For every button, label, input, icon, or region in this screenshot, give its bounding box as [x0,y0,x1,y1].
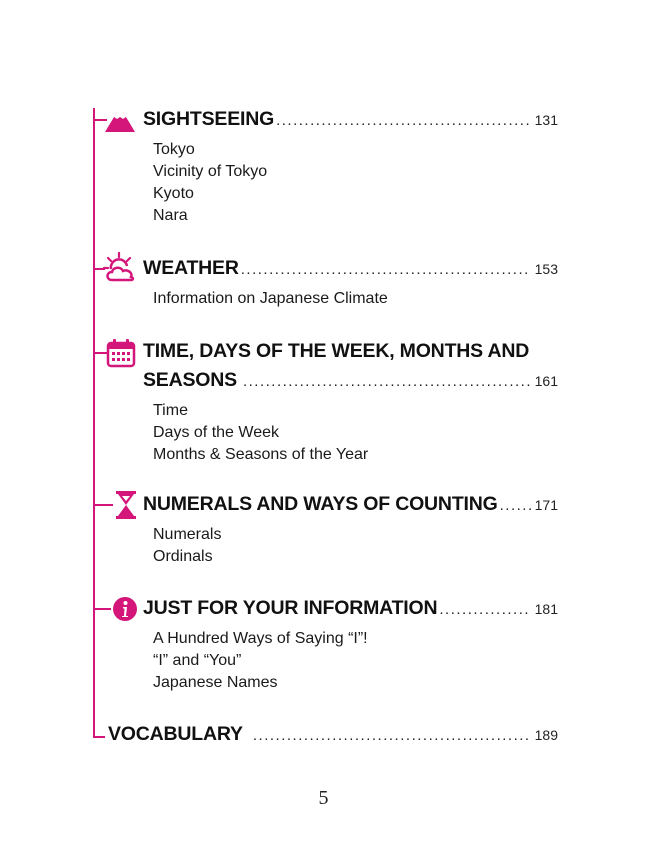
subentry: Vicinity of Tokyo [153,163,268,180]
page-number: 161 [534,373,558,389]
calendar-icon [104,338,138,368]
hourglass-icon [110,490,144,520]
page-number: 131 [534,112,558,128]
subentry: Days of the Week [153,424,279,441]
leader-dots [253,727,531,744]
section-title: NUMERALS AND WAYS OF COUNTING [143,493,498,515]
section-title-continued: SEASONS [143,369,237,391]
subentry: Information on Japanese Climate [153,290,388,307]
leader-dots [243,373,531,390]
section-title: TIME, DAYS OF THE WEEK, MONTHS AND [143,340,530,362]
page-number: 171 [534,497,558,513]
section-title: WEATHER [143,257,239,279]
subentry: Time [153,402,188,419]
subentry: Japanese Names [153,674,278,691]
page-number: 153 [534,261,558,277]
toc-entry-sightseeing[interactable] [143,108,558,227]
subentry: Kyoto [153,185,194,202]
subentry: Nara [153,207,188,224]
mount-fuji-icon [103,106,137,136]
page-folio: 5 [318,787,329,809]
subentry-list [153,628,558,694]
subentry: Numerals [153,526,222,543]
subentry: Months & Seasons of the Year [153,446,369,463]
section-title: VOCABULARY [108,723,243,745]
leader-dots [276,112,531,129]
toc-entry-information[interactable] [143,597,558,694]
subentry-list [153,139,558,227]
subentry: Ordinals [153,548,213,565]
page-number: 189 [534,727,558,743]
subentry: “I” and “You” [153,652,242,669]
subentry-list [153,288,558,310]
subentry: Tokyo [153,141,195,158]
sun-cloud-icon [103,252,137,282]
toc-branch-end [93,736,105,738]
page-number: 181 [534,601,558,617]
leader-dots [500,497,531,514]
toc-entry-numerals[interactable] [143,493,558,568]
section-title: SIGHTSEEING [143,108,275,130]
subentry: A Hundred Ways of Saying “I”! [153,630,368,647]
section-title: JUST FOR YOUR INFORMATION [143,597,438,619]
toc-tree-line [93,108,95,738]
subentry-list [153,524,558,568]
subentry-list [153,400,558,466]
leader-dots [241,261,531,278]
info-icon [108,594,142,624]
toc-entry-weather[interactable] [143,257,558,310]
leader-dots [439,601,530,618]
toc-entry-time[interactable] [143,340,558,466]
toc-entry-vocabulary[interactable] [108,723,558,746]
